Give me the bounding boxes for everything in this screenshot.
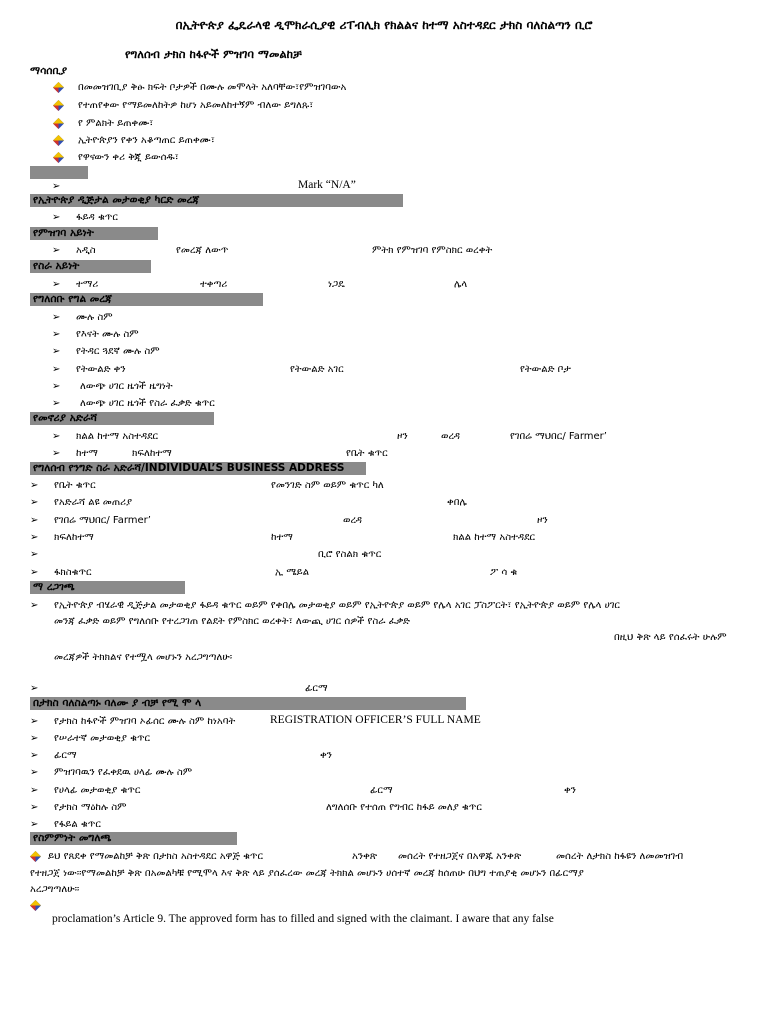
agreement-line1-d: መሰረት ለታክስ ከፋዩን ለመመዝገብ bbox=[556, 851, 684, 862]
confirmation-text-line3: በዚህ ቅጽ ላይ የሰፈሩት ሁሉም bbox=[614, 632, 727, 643]
arrow-bullet-icon: ➢ bbox=[30, 785, 39, 796]
section-title: በታክስ ባለስልጣኑ ባለሙ ያ ብቻ የሚ ሞ ላ bbox=[33, 697, 202, 709]
section-header-digital-id bbox=[30, 194, 403, 207]
section-header-registration-type bbox=[30, 227, 158, 240]
bullet-diamond-icon bbox=[53, 118, 64, 129]
residence-zone-field[interactable]: ዞን bbox=[397, 431, 408, 442]
spouse-name-field[interactable]: የትዳር ጓደኛ ሙሉ ስም bbox=[76, 346, 160, 357]
option-info-change[interactable]: የመረጃ ለውጥ bbox=[176, 245, 229, 256]
section-header-business-address bbox=[30, 462, 366, 475]
business-farmers-field[interactable]: የገበሬ ማህበር/ Farmer’ bbox=[54, 515, 151, 526]
approver-name-field[interactable]: ምዝገባዉን የፈቀደዉ ሀላፊ ሙሉ ስም bbox=[54, 767, 193, 778]
agreement-line2: የተዘጋጀ ነው፡፡የማመልከቻ ቅጽ በአመልካቹ የሚሞላ እና ቅጽ ላይ ያሰፈረው መረጃ ትክክል መሆኑን ሀሰተኛ መረጃ ከሰጠሁ በህግ ተጠያቂ መሆኑን በፊርማያ bbox=[30, 868, 584, 879]
instruction-item: የ ምልክት ይጠቀሙ፣ bbox=[78, 118, 154, 129]
officer-name-label: የታክስ ከፋዮች ምዝገባ ኦፊሰር ሙሉ ስም ከነአባት bbox=[54, 716, 236, 727]
arrow-bullet-icon: ➢ bbox=[30, 497, 39, 508]
business-house-no-field[interactable]: የቤት ቁጥር bbox=[54, 480, 96, 491]
full-name-field[interactable]: ሙሉ ስም bbox=[76, 312, 113, 323]
arrow-bullet-icon: ➢ bbox=[30, 567, 39, 578]
arrow-bullet-icon: ➢ bbox=[30, 802, 39, 813]
residence-woreda-field[interactable]: ወረዳ bbox=[441, 431, 460, 442]
residence-subcity-field[interactable]: ክፍለከተማ bbox=[132, 448, 172, 459]
bullet-diamond-icon bbox=[53, 135, 64, 146]
option-student[interactable]: ተማሪ bbox=[76, 279, 99, 290]
business-street-field[interactable]: የመንገድ ስም ወይም ቁጥር ካለ bbox=[271, 480, 384, 491]
business-zone-field[interactable]: ዞን bbox=[537, 515, 548, 526]
section-title: የመኖሪያ አድራሻ bbox=[33, 412, 98, 424]
arrow-bullet-icon: ➢ bbox=[52, 346, 61, 357]
arrow-bullet-icon: ➢ bbox=[52, 245, 61, 256]
arrow-bullet-icon: ➢ bbox=[52, 329, 61, 340]
arrow-bullet-icon: ➢ bbox=[52, 212, 61, 223]
option-other[interactable]: ሌላ bbox=[454, 279, 468, 290]
option-employee[interactable]: ተቀጣሪ bbox=[200, 279, 228, 290]
arrow-bullet-icon: ➢ bbox=[30, 750, 39, 761]
section-title: የግለሰብ የንግድ ስራ አድራሻ/INDIVIDUAL’S BUSINESS ADDRESS bbox=[33, 462, 345, 474]
arrow-bullet-icon: ➢ bbox=[30, 600, 39, 611]
section-header-work-type bbox=[30, 260, 151, 273]
confirmation-text-line1: የኢትዮጵያ ብሄራዊ ዲጅታል መታወቂያ ፋይዳ ቁጥር ወይም የቀበሌ መታወቂያ ወይም የኢትዮጵያ ወይም የሌላ አገር ፓስፖርት፣ የኢትዮጵያ ወይም የሌላ ሀገር bbox=[54, 600, 620, 611]
option-replacement[interactable]: ምትክ የምዝገባ የምስክር ወረቀት bbox=[372, 245, 493, 256]
agreement-line1-c: መሰረት የተዘጋጀና በአዋጁ አንቀጽ bbox=[398, 851, 522, 862]
birth-date-field[interactable]: የትውልድ ቀን bbox=[76, 364, 126, 375]
fayda-number-field[interactable]: ፋይዳ ቁጥር bbox=[76, 212, 118, 223]
head-signature-field[interactable]: ፊርማ bbox=[370, 785, 393, 796]
arrow-bullet-icon: ➢ bbox=[52, 279, 61, 290]
instruction-item: የተጠየቀው የማይመለከትዎ ከሆነ አይመለከተኝም ብለው ይግለጹ፣ bbox=[78, 100, 314, 111]
business-email-field[interactable]: ኢ ሜይል bbox=[275, 567, 310, 578]
option-trader[interactable]: ነጋዴ bbox=[328, 279, 345, 290]
birth-place-field[interactable]: የትውልድ ቦታ bbox=[520, 364, 571, 375]
section-title: የስምምነት መግለጫ bbox=[33, 832, 112, 844]
arrow-bullet-icon: ➢ bbox=[30, 683, 39, 694]
bullet-diamond-icon bbox=[53, 152, 64, 163]
officer-signature-field[interactable]: ፊርማ bbox=[54, 750, 77, 761]
instruction-item: የዋናውን ቀሪ ቅጂ ይውሰዱ፣ bbox=[78, 152, 179, 163]
mark-na-note: Mark “N/A” bbox=[298, 179, 356, 191]
confirmation-signature-field[interactable]: ፊርማ bbox=[305, 683, 328, 694]
blank-bar bbox=[30, 166, 88, 179]
agreement-line1-b: አንቀጽ bbox=[352, 851, 378, 862]
arrow-bullet-icon: ➢ bbox=[52, 431, 61, 442]
section-header-confirmation bbox=[30, 581, 185, 594]
officer-name-label-en: REGISTRATION OFFICER’S FULL NAME bbox=[270, 714, 481, 726]
residence-farmers-field[interactable]: የገበሬ ማህበር/ Farmer’ bbox=[510, 431, 607, 442]
business-kebele-field[interactable]: ቀበሌ bbox=[447, 497, 467, 508]
arrow-bullet-icon: ➢ bbox=[52, 181, 61, 192]
option-new[interactable]: አዲስ bbox=[76, 245, 96, 256]
arrow-bullet-icon: ➢ bbox=[52, 312, 61, 323]
business-special-place-field[interactable]: የአድራሻ ልዩ መጠሪያ bbox=[54, 497, 133, 508]
bullet-diamond-icon bbox=[30, 900, 41, 911]
section-title: የኢትዮጵያ ዲጅታል መታወቂያ ካርድ መረጃ bbox=[33, 194, 200, 206]
head-id-field[interactable]: የሀላፊ መታወቂያ ቁጥር bbox=[54, 785, 141, 796]
officer-date-field[interactable]: ቀን bbox=[320, 750, 332, 761]
file-no-field[interactable]: የፋይል ቁጥር bbox=[54, 819, 101, 830]
arrow-bullet-icon: ➢ bbox=[30, 733, 39, 744]
tin-field[interactable]: ለግለሰቡ የተሰጠ የግብር ከፋይ መለያ ቁጥር bbox=[326, 802, 482, 813]
mother-name-field[interactable]: የእናት ሙሉ ስም bbox=[76, 329, 139, 340]
arrow-bullet-icon: ➢ bbox=[52, 381, 61, 392]
business-pobox-field[interactable]: ፖ ሳ ቁ bbox=[490, 567, 518, 578]
bullet-diamond-icon bbox=[53, 100, 64, 111]
arrow-bullet-icon: ➢ bbox=[30, 480, 39, 491]
page-title: በኢትዮጵያ ፌዴራላዊ ዲሞክራሲያዊ ሪፐብሊክ የክልልና ከተማ አስተዳደር ታክስ ባለስልጣን ቢሮ bbox=[175, 18, 593, 32]
agreement-line3: አረጋግጣለሁ፡፡ bbox=[30, 884, 80, 895]
business-subcity-field[interactable]: ክፍለከተማ bbox=[54, 532, 94, 543]
arrow-bullet-icon: ➢ bbox=[30, 716, 39, 727]
birth-country-field[interactable]: የትውልድ አገር bbox=[290, 364, 344, 375]
business-region-field[interactable]: ክልል ከተማ አስተዳደር bbox=[453, 532, 536, 543]
business-office-phone-field[interactable]: ቢሮ የስልክ ቁጥር bbox=[318, 549, 382, 560]
arrow-bullet-icon: ➢ bbox=[30, 515, 39, 526]
head-date-field[interactable]: ቀን bbox=[564, 785, 576, 796]
arrow-bullet-icon: ➢ bbox=[30, 767, 39, 778]
residence-house-no-field[interactable]: የቤት ቁጥር bbox=[346, 448, 388, 459]
section-title: የስራ አይነት bbox=[33, 260, 80, 272]
residence-town-field[interactable]: ከተማ bbox=[76, 448, 98, 459]
employee-id-field[interactable]: የሠራተኛ መታወቂያ ቁጥር bbox=[54, 733, 151, 744]
arrow-bullet-icon: ➢ bbox=[52, 398, 61, 409]
confirmation-text-line4: መረጃዎች ትክክልና የተሟላ መሆኑን አረጋግጣለሁ፡ bbox=[54, 652, 233, 663]
section-title: ማ ረጋገጫ bbox=[33, 581, 75, 593]
bullet-diamond-icon bbox=[53, 82, 64, 93]
section-header-office-use bbox=[30, 697, 466, 710]
confirmation-text-line2: መንጃ ፈቃድ ወይም የግለሰቡ የተረጋገጠ የልደት የምስክር ወረቀት፣ ለውጪ ሀገር ሰዎች የስራ ፈቃድ bbox=[54, 616, 410, 627]
agreement-line1-a: ይህ የጸደቀ የማመልከቻ ቅጽ በታክስ አስተዳደር አዋጅ ቁጥር bbox=[48, 851, 264, 862]
arrow-bullet-icon: ➢ bbox=[30, 532, 39, 543]
section-title: የግለሰቡ የግል መረጃ bbox=[33, 293, 113, 305]
arrow-bullet-icon: ➢ bbox=[52, 364, 61, 375]
business-woreda-field[interactable]: ወረዳ bbox=[343, 515, 362, 526]
instructions-heading: ማሳሰቢያ bbox=[30, 65, 68, 77]
section-title: የምዝገባ አይነት bbox=[33, 227, 94, 239]
section-header-residence bbox=[30, 412, 214, 425]
business-fax-field[interactable]: ፋክስቁጥር bbox=[54, 567, 92, 578]
section-header-personal-info bbox=[30, 293, 263, 306]
bullet-diamond-icon bbox=[30, 851, 41, 862]
instruction-item: ኢትዮጵያን የቀን አቆጣጠር ይጠቀሙ፣ bbox=[78, 135, 215, 146]
foreign-work-permit-field[interactable]: ለውጭ ሀገር ዜጎች የስራ ፈቃድ ቁጥር bbox=[80, 398, 215, 409]
form-subtitle: የግለሰብ ታክስ ከፋዮች ምዝገባ ማመልከቻ bbox=[125, 47, 302, 61]
agreement-english-text: proclamation’s Article 9. The approved form has to filled and signed with the claimant. I aware that any false bbox=[52, 913, 554, 925]
section-header-agreement bbox=[30, 832, 237, 845]
arrow-bullet-icon: ➢ bbox=[30, 819, 39, 830]
foreign-nationality-field[interactable]: ለውጭ ሀገር ዜጎች ዜግነት bbox=[80, 381, 173, 392]
arrow-bullet-icon: ➢ bbox=[30, 549, 39, 560]
tax-center-field[interactable]: የታክስ ማዕከሉ ስም bbox=[54, 802, 127, 813]
residence-region-field[interactable]: ክልል ከተማ አስተዳደር bbox=[76, 431, 159, 442]
instruction-item: በመመዝገቢያ ቅፁ ክፍት ቦታዎች በሙሉ መሞላት አለባቸው፣የምዝገባውአ bbox=[78, 82, 347, 93]
business-town-field[interactable]: ከተማ bbox=[271, 532, 293, 543]
arrow-bullet-icon: ➢ bbox=[52, 448, 61, 459]
